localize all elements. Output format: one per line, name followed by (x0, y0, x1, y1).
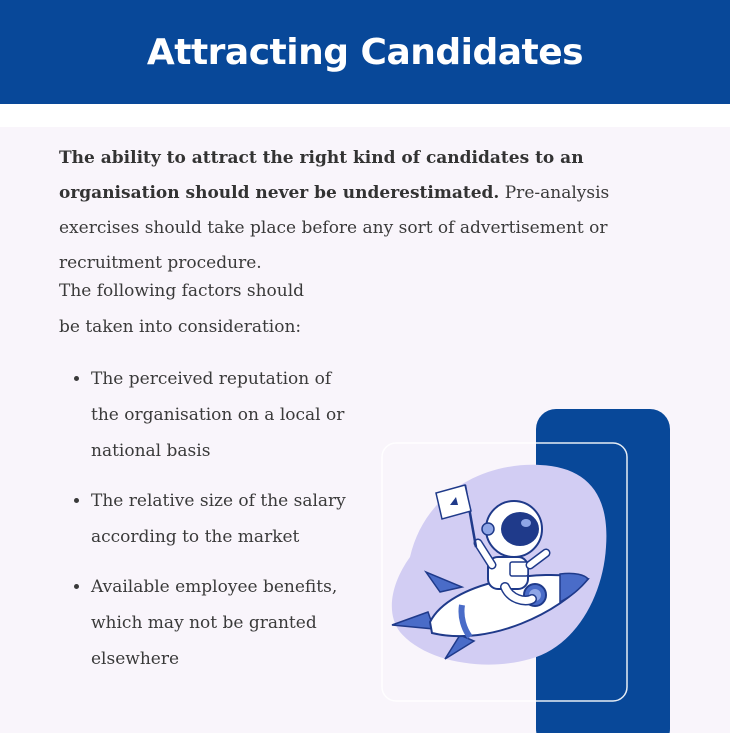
list-item: • The relative size of the salary according to the market (91, 483, 361, 555)
list-item: • Available employee benefits, which may not be granted elsewhere (91, 569, 361, 677)
intro-regular-text: Pre-analysis exercises should take place before any sort of advertisement or recruitment procedure. (59, 183, 610, 273)
page-title: Attracting Candidates (146, 31, 584, 73)
astronaut-rocket-illustration (370, 407, 680, 733)
content-section (0, 127, 730, 733)
page-header (0, 0, 730, 104)
intro-paragraph (59, 141, 679, 281)
factors-lead: The following factors should be taken into consideration: (59, 281, 305, 337)
list-item: • The perceived reputation of the organisation on a local or national basis (91, 361, 361, 469)
factors-list (59, 361, 361, 691)
intro-bold-text: The ability to attract the right kind of candidates to an organisation should never be underestimated. (59, 148, 584, 203)
